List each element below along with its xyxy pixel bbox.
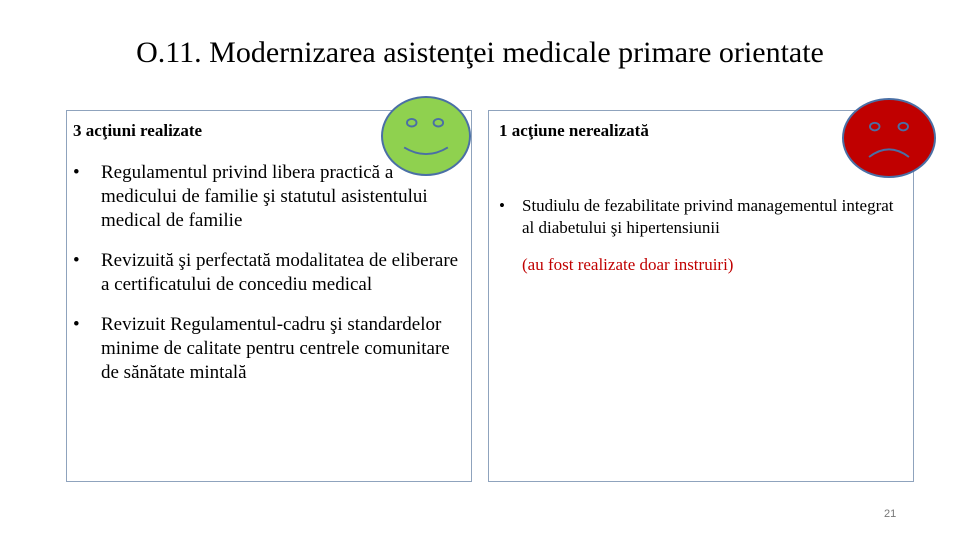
list-item: [73, 313, 467, 385]
list-item: [73, 249, 467, 297]
incomplete-actions-list: [499, 195, 899, 239]
completed-actions-heading: 3 acţiuni realizate: [73, 121, 203, 140]
list-item: [499, 195, 899, 239]
list-item-text: Revizuită şi perfectată modalitatea de eliberare a certificatului de concediu medical: [101, 250, 459, 295]
bullet: •: [73, 162, 80, 183]
list-item-text: Revizuit Regulamentul-cadru şi standardelor minime de calitate pentru centrele comunitare de sănătate mintală: [101, 314, 450, 383]
completed-actions-list: [73, 161, 467, 401]
bullet: •: [73, 314, 80, 335]
bullet: •: [73, 250, 80, 271]
list-item-text: Regulamentul privind libera practică a medicului de familie şi statutul asistentului medical de familie: [101, 162, 428, 231]
incomplete-actions-heading: 1 acţiune nerealizată: [499, 121, 649, 140]
page-number: 21: [884, 508, 897, 520]
list-item-text: Studiulu de fezabilitate privind managementul integrat al diabetului şi hipertensiunii: [522, 196, 894, 237]
sad-face-icon: [842, 98, 936, 178]
incomplete-actions-note: (au fost realizate doar instruiri): [522, 255, 734, 274]
smiley-face-icon: [381, 96, 471, 176]
slide-title: O.11. Modernizarea asistenţei medicale primare orientate: [136, 36, 824, 69]
bullet: •: [499, 196, 505, 215]
